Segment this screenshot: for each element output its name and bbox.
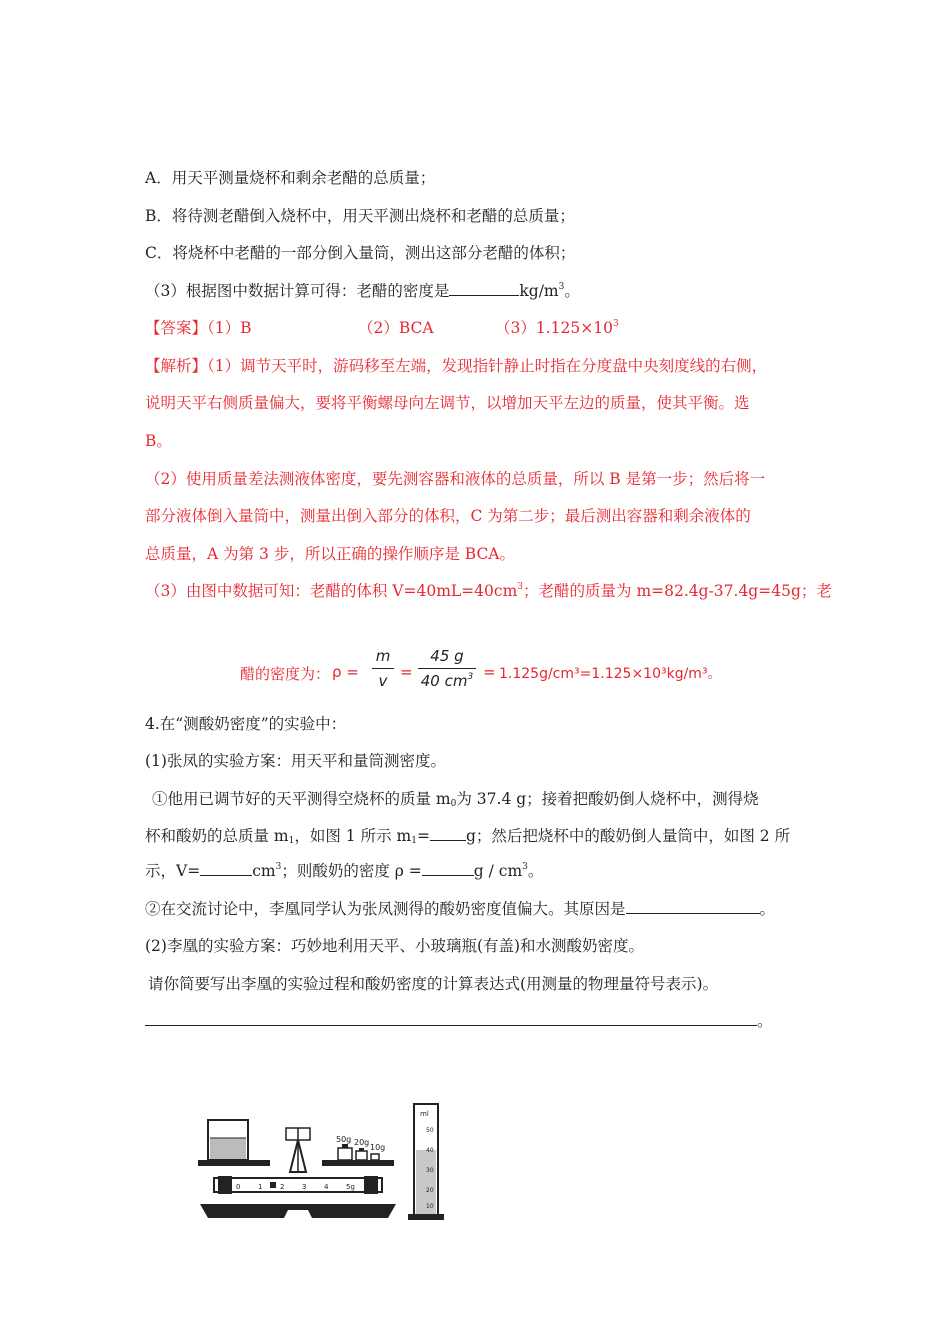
answer-label: 【答案】 [145, 319, 208, 337]
right-pan [322, 1160, 394, 1166]
option-c: C．将烧杯中老醋的一部分倒入量筒，测出这部分老醋的体积； [145, 244, 576, 262]
cylinder-tick-10: 10 [426, 1203, 434, 1210]
q4-s1-3-exp2: 3 [522, 862, 528, 872]
weights [336, 1135, 385, 1160]
answer-1: （1）B [207, 319, 252, 337]
q4-s1-3a: 示，V= [145, 862, 201, 880]
q4-s1-2c: = [416, 827, 430, 845]
formula-equals-1: = [400, 663, 413, 681]
q4-s1-1a: ①他用已调节好的天平测得空烧杯的质量 m [152, 790, 451, 808]
fraction-bar-2 [418, 668, 476, 669]
q4-s1-1b: 为 37.4 g；接着把酸奶倒人烧杯中，测得烧 [456, 790, 759, 808]
numerator-m: m [375, 647, 391, 665]
fraction-45-over-40 [418, 647, 476, 690]
answer-blank [449, 281, 519, 296]
q4-m0-sub: 0 [450, 799, 457, 809]
q4-s2 [145, 899, 775, 919]
q4-s5 [145, 1011, 773, 1031]
answer-3-exponent: 3 [612, 319, 619, 329]
denominator-exp: 3 [467, 672, 474, 682]
unit-exponent: 3 [558, 282, 565, 292]
fraction-bar [372, 668, 394, 669]
q4-s2-end: 。 [759, 900, 776, 918]
reason-blank [626, 899, 760, 914]
denominator-v: v [378, 672, 388, 690]
m1-blank [430, 826, 466, 841]
analysis-p1-l1 [145, 356, 767, 376]
weight-label-10g: 10g [370, 1143, 386, 1152]
beam-scale [214, 1176, 382, 1194]
scale-tick-1: 1 [258, 1183, 263, 1191]
q4-m1-sub-2: 1 [411, 836, 417, 846]
pointer-dial [286, 1128, 310, 1172]
cylinder-unit: ml [420, 1110, 429, 1118]
scale-tick-0: 0 [236, 1183, 241, 1191]
fraction-m-over-v [372, 647, 394, 690]
option-a: A．用天平测量烧杯和剩余老醋的总质量； [145, 169, 436, 187]
analysis-p1-l3: B。 [145, 432, 172, 450]
option-b: B．将待测老醋倒入烧杯中，用天平测出烧杯和老醋的总质量； [145, 207, 575, 225]
period: 。 [564, 282, 580, 300]
scale-tick-4: 4 [324, 1183, 329, 1191]
scale-tick-5g: 5g [346, 1183, 355, 1191]
q4-s1: (1)张凤的实验方案：用天平和量筒测密度。 [145, 752, 446, 770]
balance-figure [192, 1114, 407, 1222]
analysis-p3-l1 [145, 581, 832, 601]
scale-tick-2: 2 [280, 1183, 285, 1191]
denominator-40cm3 [418, 672, 476, 690]
q4-s5-end: 。 [757, 1012, 773, 1030]
cylinder-tick-30: 30 [426, 1167, 434, 1174]
weight-label-50g: 50g [336, 1135, 352, 1144]
q4-s1-3d: g / cm [473, 862, 523, 880]
q4-s1-2a: 杯和酸奶的总质量 m [145, 827, 289, 845]
volume-blank [200, 861, 252, 876]
analysis-p3-a: （3）由图中数据可知：老醋的体积 V=40mL=40cm [145, 582, 518, 600]
left-pan [198, 1160, 270, 1166]
scale-tick-3: 3 [302, 1183, 307, 1191]
cylinder-tick-50: 50 [426, 1127, 434, 1134]
answer-long-blank [145, 1011, 757, 1026]
denominator-text: 40 cm [420, 672, 468, 690]
cylinder-tick-40: 40 [426, 1147, 434, 1154]
density-blank [422, 861, 474, 876]
answer-2: （2）BCA [358, 319, 434, 337]
balance-base [200, 1204, 396, 1218]
analysis-p1-l2: 说明天平右侧质量偏大，要将平衡螺母向左调节，以增加天平左边的质量，使其平衡。选 [145, 394, 750, 412]
answer-3 [495, 318, 619, 338]
beaker-illustration [208, 1120, 248, 1160]
answer-3-text: （3）1.125×10 [495, 319, 613, 337]
q4-s2-text: ②在交流讨论中，李凰同学认为张凤测得的酸奶密度值偏大。其原因是 [145, 900, 626, 918]
formula-result: 1.125g/cm³=1.125×10³kg/m³。 [499, 666, 722, 682]
q4-s1-line1 [152, 789, 759, 809]
analysis-p3-b: ；老醋的质量为 m=82.4g-37.4g=45g；老 [523, 582, 832, 600]
q4-s1-3e: 。 [527, 862, 544, 880]
q4-s1-3b: cm [252, 862, 276, 880]
analysis-p2-l2: 部分液体倒入量筒中，测量出倒入部分的体积，C 为第二步；最后测出容器和剩余液体的 [145, 507, 751, 525]
analysis-p3-exp: 3 [517, 582, 524, 592]
q4-s1-2d: g；然后把烧杯中的酸奶倒人量筒中，如图 2 所 [465, 827, 791, 845]
q4-s4: 请你简要写出李凰的实验过程和酸奶密度的计算表达式(用测量的物理量符号表示)。 [148, 975, 719, 993]
unit: kg/m [519, 282, 559, 300]
q4-m1-sub: 1 [288, 836, 295, 846]
q4-s1-line3 [145, 861, 543, 881]
q4-s1-2b: ，如图 1 所示 m [294, 827, 412, 845]
formula-prefix: 醋的密度为： [240, 665, 331, 683]
formula-equals-2: = [483, 663, 496, 681]
question-3 [145, 281, 580, 301]
numerator-45g: 45 g [430, 647, 464, 665]
cylinder-tick-20: 20 [426, 1187, 434, 1194]
analysis-p2-l1: （2）使用质量差法测液体密度，要先测容器和液体的总质量，所以 B 是第一步；然后将一 [145, 470, 766, 488]
q4-s3: (2)李凰的实验方案：巧妙地利用天平、小玻璃瓶(有盖)和水测酸奶密度。 [145, 937, 645, 955]
q4-s1-3-exp: 3 [275, 862, 282, 872]
weight-label-20g: 20g [354, 1138, 370, 1147]
q4-s1-line2 [145, 826, 790, 846]
analysis-label: 【解析】 [145, 357, 208, 375]
formula-rho: ρ = [332, 663, 359, 681]
analysis-p2-l3: 总质量，A 为第 3 步，所以正确的操作顺序是 BCA。 [145, 545, 515, 563]
q4-title: 4.在“测酸奶密度”的实验中： [145, 715, 347, 733]
answer-line [145, 318, 252, 338]
cylinder-figure [404, 1100, 452, 1224]
q4-s1-3c: ；则酸奶的密度 ρ = [281, 862, 422, 880]
question-3-prefix: （3）根据图中数据计算可得：老醋的密度是 [145, 282, 450, 300]
cylinder-foot [408, 1214, 444, 1220]
analysis-p1-l1-text: （1）调节天平时，游码移至左端，发现指针静止时指在分度盘中央刻度线的右侧， [207, 357, 768, 375]
